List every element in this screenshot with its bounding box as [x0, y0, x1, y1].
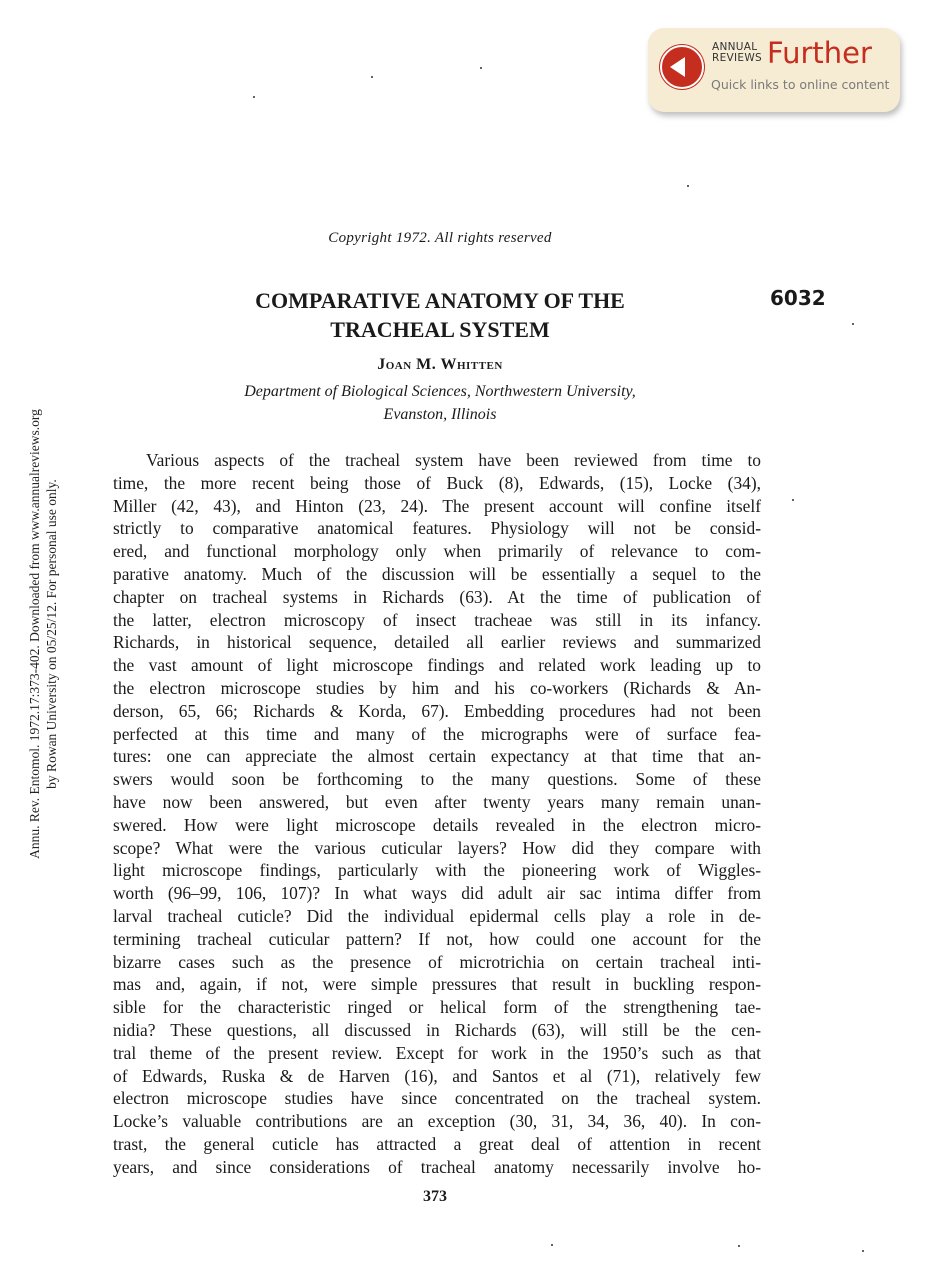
body-line: tral theme of the present review. Except for work in the 1950’s such as that [113, 1042, 761, 1063]
body-line: nidia? These questions, all discussed in Richards (63), will still be the cen- [113, 1019, 761, 1040]
body-line: of Edwards, Ruska & de Harven (16), and Santos et al (71), relatively few [113, 1065, 761, 1086]
body-paragraph [113, 449, 761, 1179]
author-name: Joan M. Whitten [377, 356, 503, 373]
body-line: swered. How were light microscope details revealed in the electron micro- [113, 814, 761, 835]
body-line: termining tracheal cuticular pattern? If not, how could one account for the [113, 928, 761, 949]
body-line: strictly to comparative anatomical features. Physiology will not be consid- [113, 518, 761, 539]
body-line: derson, 65, 66; Richards & Korda, 67). Embedding procedures had not been [113, 700, 761, 721]
page-number: 373 [423, 1188, 447, 1205]
play-back-icon[interactable] [660, 45, 704, 89]
scan-speck [792, 499, 794, 501]
body-line: Various aspects of the tracheal system have been reviewed from time to [146, 450, 761, 470]
body-line: mas and, again, if not, were simple pressures that result in buckling respon- [113, 974, 761, 995]
body-line: the electron microscope studies by him and his co-workers (Richards & An- [113, 677, 761, 698]
body-line: scope? What were the various cuticular layers? How did they compare with [113, 837, 761, 858]
scan-speck [253, 96, 255, 98]
further-label: Further [767, 36, 872, 70]
scan-speck [371, 76, 373, 78]
author-affiliation [0, 380, 880, 426]
copyright-notice: Copyright 1972. All rights reserved [328, 230, 552, 246]
body-line: perfected at this time and many of the micrographs were of surface fea- [113, 723, 761, 744]
body-line: years, and since considerations of tracheal anatomy necessarily involve ho- [113, 1156, 761, 1177]
download-note [26, 354, 60, 914]
scan-speck [480, 67, 482, 69]
body-line: sible for the characteristic ringed or helical form of the strengthening tae- [113, 997, 761, 1018]
body-line: light microscope findings, particularly with the pioneering work of Wiggles- [113, 860, 761, 881]
body-line: larval tracheal cuticle? Did the individual epidermal cells play a role in de- [113, 905, 761, 926]
scan-speck [862, 1250, 864, 1252]
brand-top-label: ANNUAL [712, 41, 758, 53]
body-line: tures: one can appreciate the almost certain expectancy at that time that an- [113, 746, 761, 767]
badge-tagline: Quick links to online content [711, 77, 890, 92]
scan-speck [687, 185, 689, 187]
body-line: Miller (42, 43), and Hinton (23, 24). The present account will confine itself [113, 495, 761, 516]
affiliation-line1: Department of Biological Sciences, Northwestern University, [244, 383, 636, 400]
body-line: the vast amount of light microscope findings and related work leading up to [113, 655, 761, 676]
body-line: time, the more recent being those of Buck (8), Edwards, (15), Locke (34), [113, 472, 761, 493]
body-line: bizarre cases such as the presence of microtrichia on certain tracheal inti- [113, 951, 761, 972]
download-note-line2: by Rowan University on 05/25/12. For personal use only. [44, 479, 59, 789]
body-line: Richards, in historical sequence, detailed all earlier reviews and summarized [113, 632, 761, 653]
further-links-badge[interactable] [648, 28, 900, 112]
body-line: ered, and functional morphology only when primarily of relevance to com- [113, 541, 761, 562]
article-title-line1: COMPARATIVE ANATOMY OF THE [255, 288, 625, 313]
scan-speck [852, 323, 854, 325]
body-line: parative anatomy. Much of the discussion will be essentially a sequel to the [113, 563, 761, 584]
body-line: Locke’s valuable contributions are an exception (30, 31, 34, 36, 40). In con- [113, 1111, 761, 1132]
body-line: chapter on tracheal systems in Richards (63). At the time of publication of [113, 586, 761, 607]
body-line: electron microscope studies have since concentrated on the tracheal system. [113, 1088, 761, 1109]
body-line: the latter, electron microscopy of insect tracheae was still in its infancy. [113, 609, 761, 630]
article-title [180, 286, 700, 344]
body-line: trast, the general cuticle has attracted a great deal of attention in recent [113, 1133, 761, 1154]
body-line: swers would soon be forthcoming to the many questions. Some of these [113, 769, 761, 790]
article-number: 6032 [770, 286, 826, 310]
affiliation-line2: Evanston, Illinois [383, 406, 497, 423]
brand-bottom-label: REVIEWS [712, 52, 762, 64]
annual-reviews-wordmark [712, 42, 762, 64]
download-note-line1: Annu. Rev. Entomol. 1972.17:373-402. Downloaded from www.annualreviews.org [27, 409, 42, 859]
body-line: have now been answered, but even after twenty years many remain unan- [113, 791, 761, 812]
scan-speck [551, 1244, 553, 1246]
scan-speck [738, 1245, 740, 1247]
body-line: worth (96–99, 106, 107)? In what ways did adult air sac intima differ from [113, 883, 761, 904]
article-title-line2: TRACHEAL SYSTEM [330, 317, 550, 342]
